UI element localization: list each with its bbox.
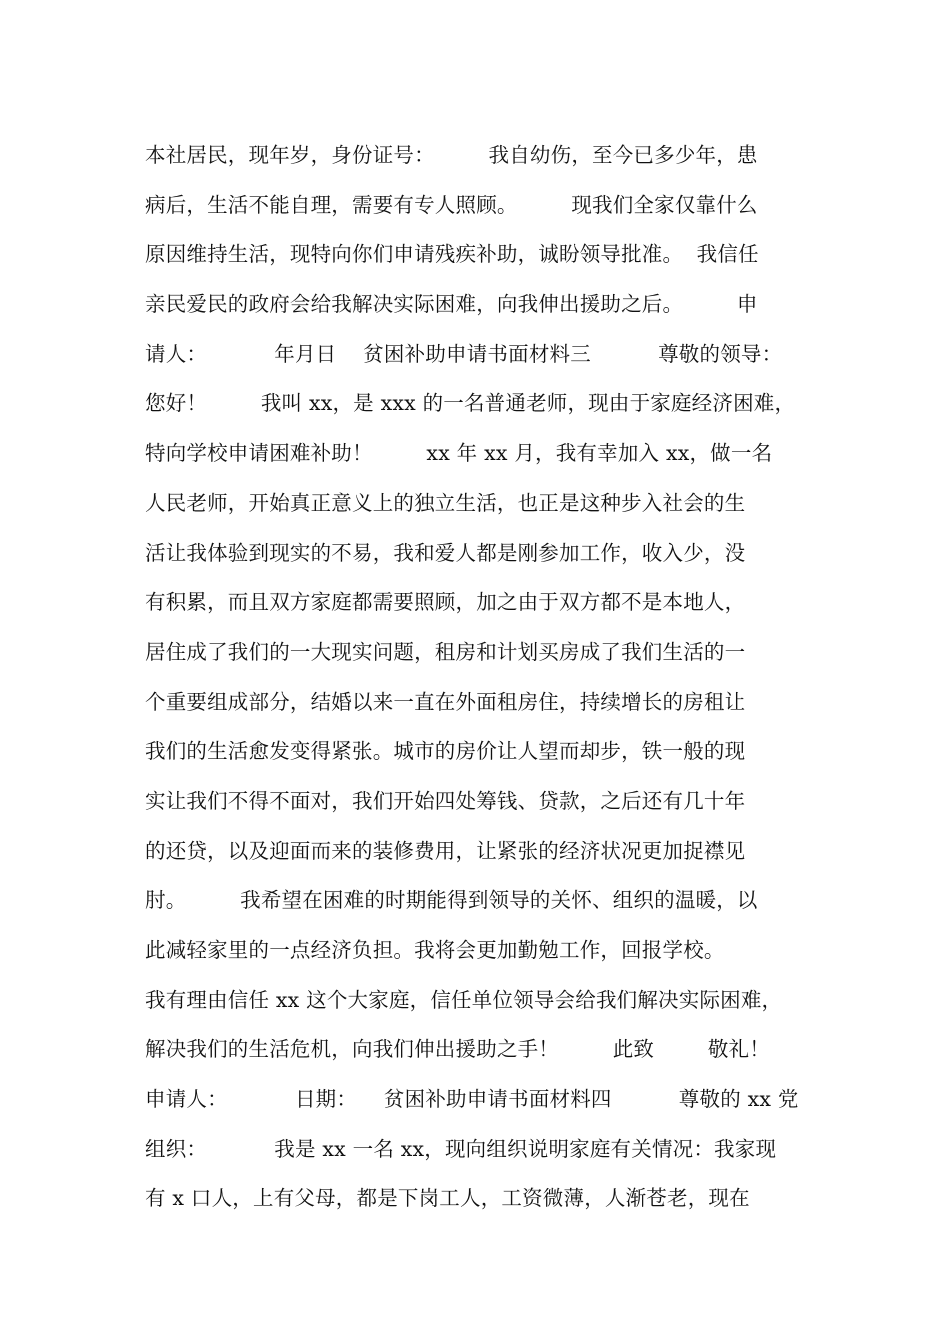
text-line: 解决我们的生活危机，向我们伸出援助之手！ 此致 敬礼！ xyxy=(145,1037,770,1062)
text-line: 请人： 年月日 贫困补助申请书面材料三 尊敬的领导： xyxy=(145,341,783,366)
text-line: 活让我体验到现实的不易，我和爱人都是刚参加工作，收入少，没 xyxy=(145,540,746,565)
text-line: 的还贷，以及迎面而来的装修费用，让紧张的经济状况更加捉襟见 xyxy=(145,838,746,863)
text-line: 有积累，而且双方家庭都需要照顾，加之由于双方都不是本地人， xyxy=(145,590,746,615)
text-line: 我们的生活愈发变得紧张。城市的房价让人望而却步，铁一般的现 xyxy=(145,739,746,764)
text-line: 此减轻家里的一点经济负担。我将会更加勤勉工作，回报学校。 xyxy=(145,938,725,962)
document-body xyxy=(145,131,815,1224)
text-line: 居住成了我们的一大现实问题，租房和计划买房成了我们生活的一 xyxy=(145,639,746,664)
text-line: 组织： 我是 xx 一名 xx，现向组织说明家庭有关情况：我家现 xyxy=(145,1136,777,1161)
text-line: 原因维持生活，现特向你们申请残疾补助，诚盼领导批准。 我信任 xyxy=(145,242,759,267)
text-line: 我有理由信任 xx 这个大家庭，信任单位领导会给我们解决实际困难， xyxy=(145,987,783,1012)
text-line: 病后，生活不能自理，需要有专人照顾。 现我们全家仅靠什么 xyxy=(145,192,758,217)
text-line: 肘。 我希望在困难的时期能得到领导的关怀、组织的温暖，以 xyxy=(145,888,758,913)
text-line: 个重要组成部分，结婚以来一直在外面租房住，持续增长的房租让 xyxy=(145,689,746,714)
text-line: 您好！ 我叫 xx，是 xxx 的一名普通老师，现由于家庭经济困难， xyxy=(145,391,796,416)
text-line: 实让我们不得不面对，我们开始四处筹钱、贷款，之后还有几十年 xyxy=(145,788,746,813)
text-line: 有 x 口人，上有父母，都是下岗工人，工资微薄，人渐苍老，现在 xyxy=(145,1186,750,1211)
text-line: 人民老师，开始真正意义上的独立生活，也正是这种步入社会的生 xyxy=(145,490,746,515)
text-line: 特向学校申请困难补助！ xx 年 xx 月，我有幸加入 xx，做一名 xyxy=(145,441,773,466)
text-line: 亲民爱民的政府会给我解决实际困难，向我伸出援助之后。 申 xyxy=(145,292,758,317)
text-line: 申请人： 日期： 贫困补助申请书面材料四 尊敬的 xx 党 xyxy=(145,1087,799,1112)
text-line: 本社居民，现年岁，身份证号： 我自幼伤，至今已多少年，患 xyxy=(145,143,758,167)
